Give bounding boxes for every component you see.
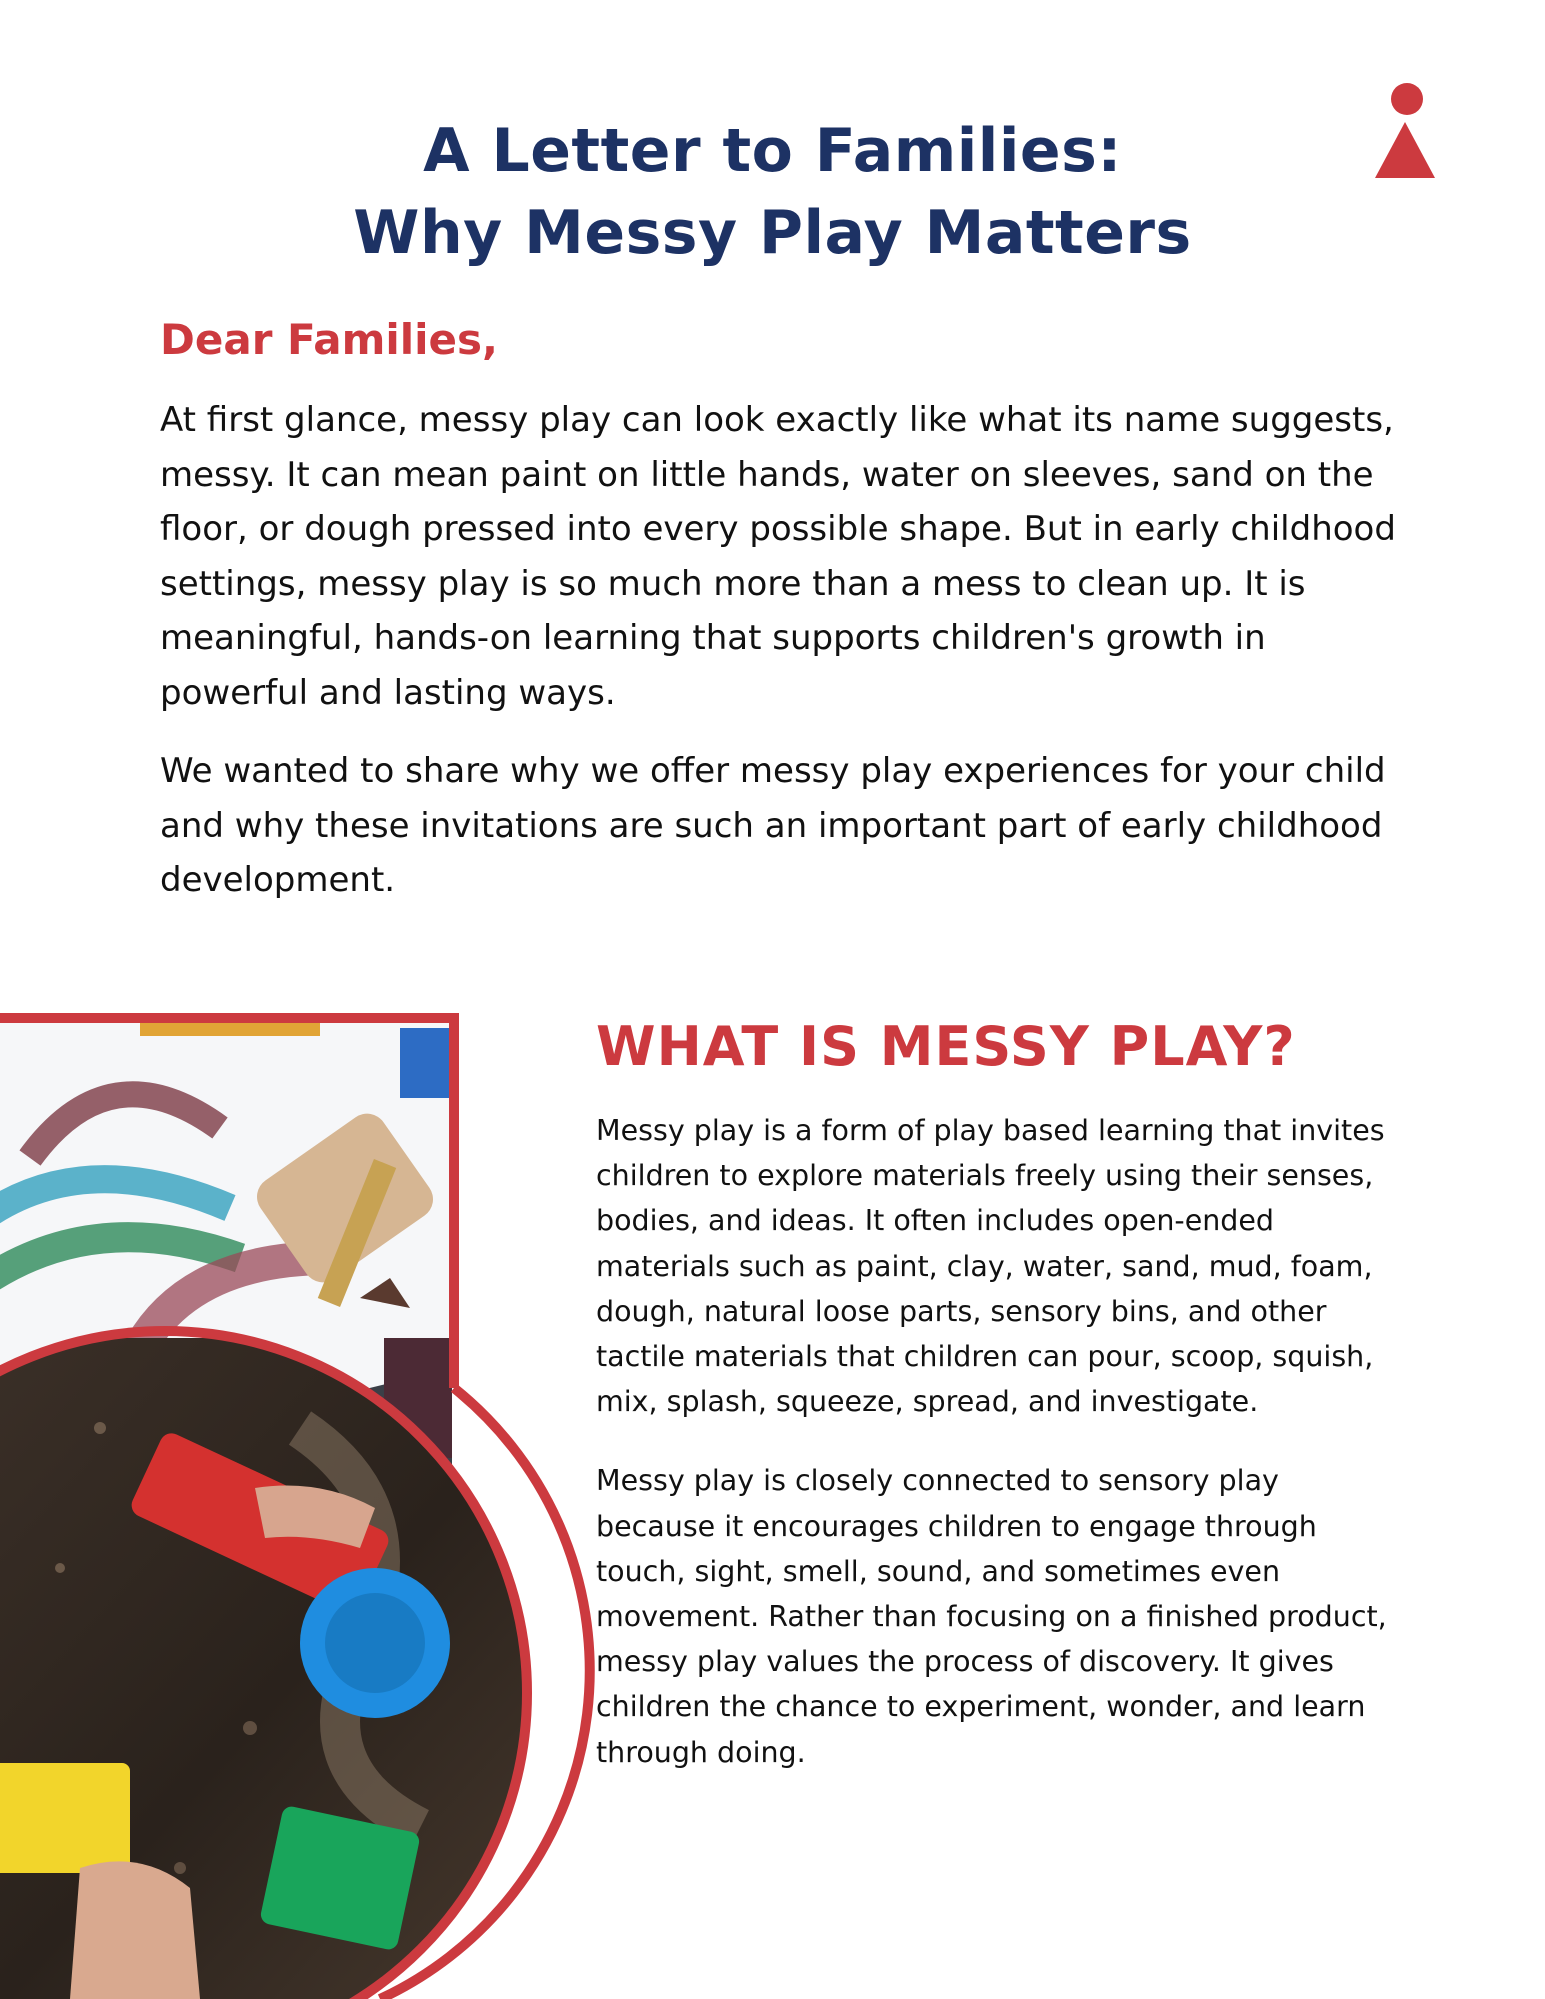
section-paragraph-2: Messy play is closely connected to sensory play because it encourages children to engage through touch, sight, smell, sound, and sometimes even movement. Rather than focusing on a finished product, messy play values the process of discovery. It gives children the chance to experiment, wonder, and learn through doing.: [596, 1464, 1387, 1769]
greeting: Dear Families,: [160, 315, 498, 364]
title-line-1: A Letter to Families:: [423, 116, 1122, 186]
letter-intro: [160, 393, 1400, 932]
section-body: [596, 1108, 1396, 1809]
page-title: [0, 110, 1545, 274]
section-paragraph-1: Messy play is a form of play based learning that invites children to explore materials freely using their senses, bodies, and ideas. It often includes open-ended materials such as paint, clay, water, sand, mud, foam, dough, natural loose parts, sensory bins, and other tactile materials that children can pour, scoop, squish, mix, splash, squeeze, spread, and investigate.: [596, 1114, 1385, 1419]
section-heading: WHAT IS MESSY PLAY?: [596, 1015, 1296, 1078]
intro-paragraph-2: We wanted to share why we offer messy play experiences for your child and why these invitations are such an important part of early childhood development.: [160, 751, 1386, 900]
title-line-2: Why Messy Play Matters: [353, 198, 1192, 268]
intro-paragraph-1: At first glance, messy play can look exactly like what its name suggests, messy. It can mean paint on little hands, water on sleeves, sand on the floor, or dough pressed into every possible shape. But in early childhood settings, messy play is so much more than a mess to clean up. It is meaningful, hands-on learning that supports children's growth in powerful and lasting ways.: [160, 400, 1396, 713]
messy-play-photo-collage: [0, 1008, 600, 1999]
